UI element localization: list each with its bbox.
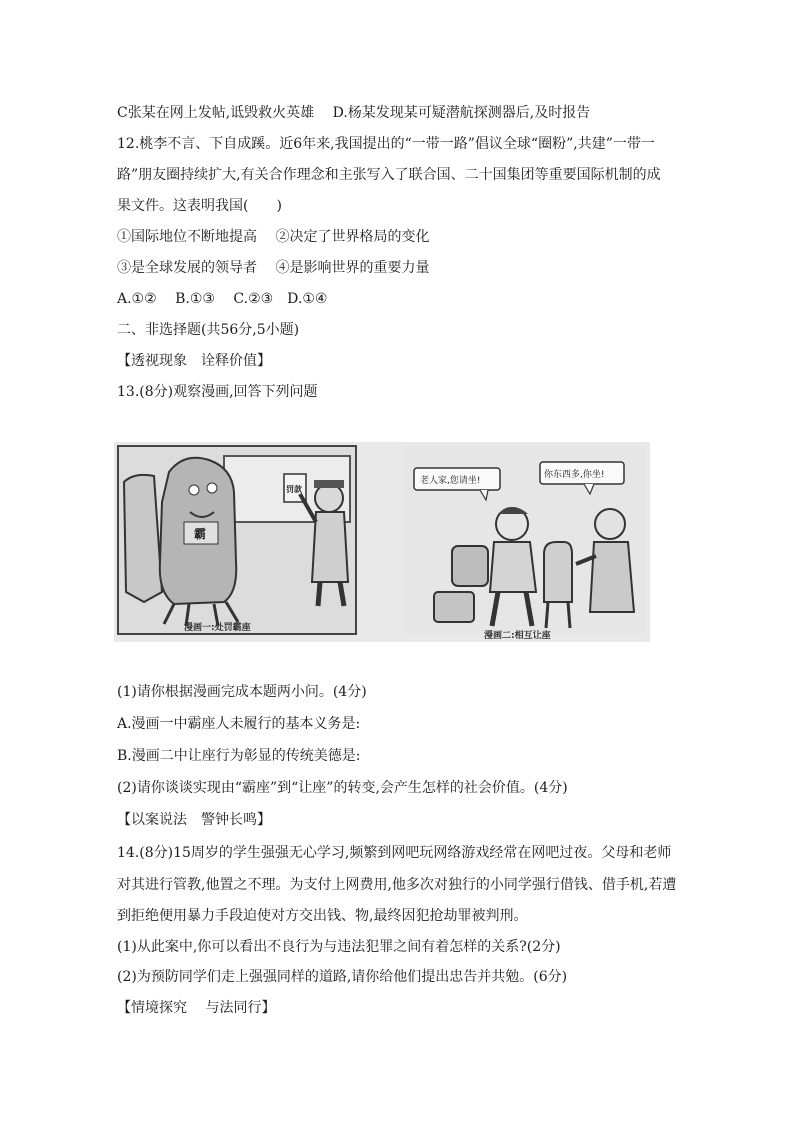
question-13-part-a: A.漫画一中霸座人未履行的基本义务是: xyxy=(117,716,361,732)
officer-head xyxy=(315,484,343,512)
comic-1-caption: 漫画一:处罚霸座 xyxy=(184,623,251,633)
backpack xyxy=(452,546,488,586)
officer-body xyxy=(312,512,348,582)
ba-character: 霸 xyxy=(194,527,207,541)
question-14-line-1: 14.(8分)15周岁的学生强强无心学习,频繁到网吧玩网络游戏经常在网吧过夜。父母和老师 xyxy=(117,845,672,861)
question-13-prompt: 13.(8分)观察漫画,回答下列问题 xyxy=(117,384,318,400)
speech-bubble-2-text: 你东西多,你坐! xyxy=(544,470,605,480)
topic-tag-2: 【以案说法 警钟长鸣】 xyxy=(117,812,271,828)
section-heading: 二、非选择题(共56分,5小题) xyxy=(117,322,300,338)
statement-1-2: ①国际地位不断地提高 ②决定了世界格局的变化 xyxy=(117,229,430,245)
answer-choices: A.①② B.①③ C.②③ D.①④ xyxy=(117,291,328,307)
fine-sign-text: 罚款 xyxy=(286,485,302,494)
comic-2-caption: 漫画二:相互让座 xyxy=(484,631,551,641)
old-man-head xyxy=(595,509,625,539)
question-12-line-2: 路”朋友圈持续扩大,有关合作理念和主张写入了联合国、二十国集团等重要国际机制的成 xyxy=(117,167,661,183)
question-14-sub-1: (1)从此案中,你可以看出不良行为与违法犯罪之间有着怎样的关系?(2分) xyxy=(117,939,561,955)
topic-tag-1: 【透视现象 诠释价值】 xyxy=(117,353,271,369)
question-13-part-b: B.漫画二中让座行为彰显的传统美德是: xyxy=(117,748,361,764)
topic-tag-3: 【情境探究 与法同行】 xyxy=(117,1000,276,1016)
option-line-cd: C张某在网上发帖,诋毁救火英雄 D.杨某发现某可疑潜航探测器后,及时报告 xyxy=(117,105,591,121)
question-14-line-3: 到拒绝便用暴力手段迫使对方交出钱、物,最终因犯抢劫罪被判刑。 xyxy=(117,908,528,924)
young-man-body xyxy=(490,542,536,592)
statement-3-4: ③是全球发展的领导者 ④是影响世界的重要力量 xyxy=(117,260,430,276)
old-man-body xyxy=(590,542,634,612)
question-13-sub-2: (2)请你谈谈实现由“霸座”到“让座”的转变,会产生怎样的社会价值。(4分) xyxy=(117,780,568,796)
bus-seat-2 xyxy=(544,542,572,602)
question-14-line-2: 对其进行管教,他置之不理。为支付上网费用,他多次对独行的小同学强行借钱、借手机,若遭 xyxy=(117,877,677,893)
officer-cap xyxy=(314,480,344,488)
question-13-sub-1: (1)请你根据漫画完成本题两小问。(4分) xyxy=(117,684,367,700)
comic-image xyxy=(114,442,650,642)
question-12-line-1: 12.桃李不言、下自成蹊。近6年来,我国提出的“一带一路”倡议全球“圈粉”,共建”一带一 xyxy=(117,136,655,152)
bag xyxy=(434,592,474,622)
speech-bubble-1-text: 老人家,您请坐! xyxy=(420,476,481,486)
question-14-sub-2: (2)为预防同学们走上强强同样的道路,请你给他们提出忠告并共勉。(6分) xyxy=(117,969,568,985)
question-12-line-3: 果文件。这表明我国( ) xyxy=(117,198,282,214)
